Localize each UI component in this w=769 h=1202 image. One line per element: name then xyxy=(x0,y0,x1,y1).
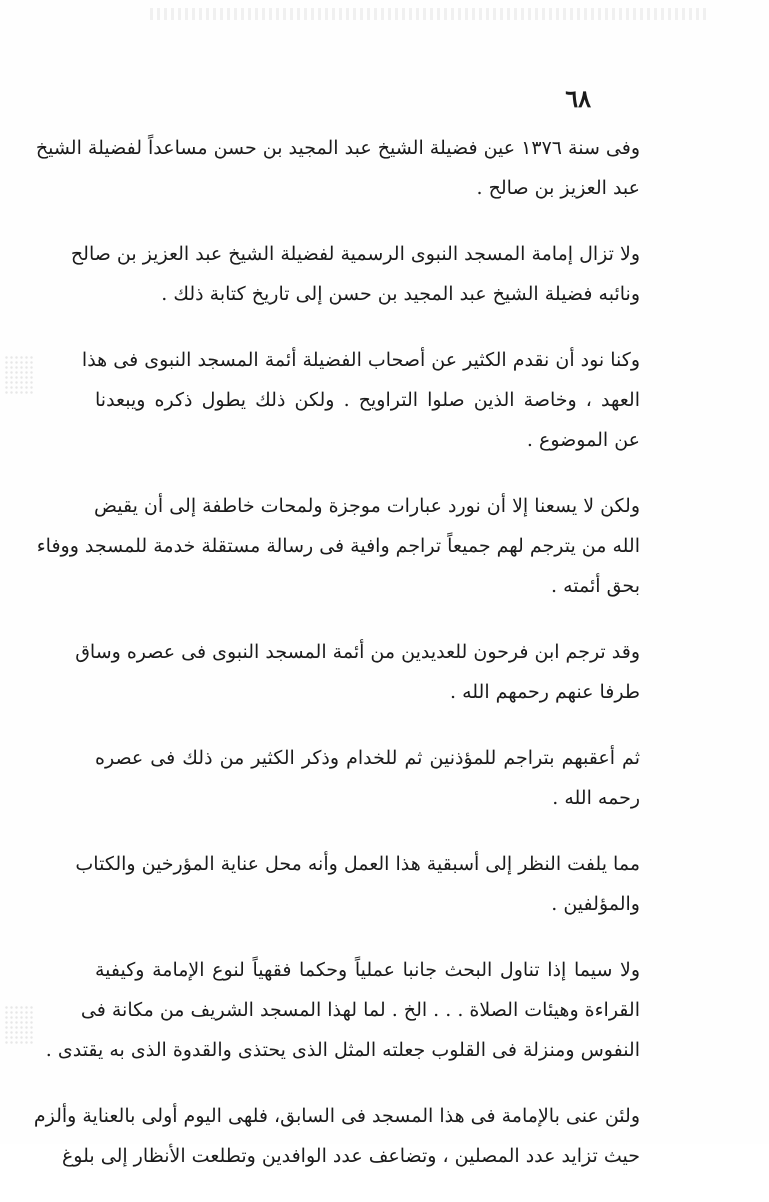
page-number: ٦٨ xyxy=(565,84,591,113)
paragraph xyxy=(35,128,640,208)
paragraph xyxy=(36,486,640,606)
text-line: حيث تزايد عدد المصلين ، وتضاعف عدد الوافدين وتطلعت الأنظار إلى بلوغ xyxy=(61,1145,640,1167)
text-line: وكنا نود أن نقدم الكثير عن أصحاب الفضيلة أئمة المسجد النبوى فى هذا xyxy=(81,349,640,371)
text-line: بحق أئمته . xyxy=(551,575,640,597)
paragraph xyxy=(95,738,640,818)
paragraph xyxy=(70,234,640,314)
scan-speck xyxy=(4,1005,34,1045)
paragraph xyxy=(33,1096,640,1176)
paragraph xyxy=(45,950,640,1070)
text-line: ولكن لا يسعنا إلا أن نورد عبارات موجزة ولمحات خاطفة إلى أن يقيض xyxy=(93,495,640,517)
text-line: القراءة وهيئات الصلاة . . . الخ . لما لهذا المسجد الشريف من مكانة فى xyxy=(80,999,640,1021)
scan-edge-mark xyxy=(150,8,710,20)
paragraph xyxy=(75,632,640,712)
text-line: ثم أعقبهم بتراجم للمؤذنين ثم للخدام وذكر الكثير من ذلك فى عصره xyxy=(95,747,640,769)
text-line: النفوس ومنزلة فى القلوب جعلته المثل الذى يحتذى والقدوة الذى به يقتدى . xyxy=(45,1039,640,1061)
text-line: عن الموضوع . xyxy=(526,429,640,451)
text-line: طرفا عنهم رحمهم الله . xyxy=(450,681,640,703)
text-line: مما يلفت النظر إلى أسبقية هذا العمل وأنه محل عناية المؤرخين والكتاب xyxy=(75,853,640,875)
paragraph xyxy=(75,844,640,924)
text-line: والمؤلفين . xyxy=(551,893,640,915)
text-line: العهد ، وخاصة الذين صلوا التراويح . ولكن ذلك يطول ذكره ويبعدنا xyxy=(95,389,640,411)
text-line: ولئن عنى بالإمامة فى هذا المسجد فى السابق، فلهى اليوم أولى بالعناية وألزم xyxy=(33,1105,640,1127)
text-line: عبد العزيز بن صالح . xyxy=(476,177,640,199)
text-line: وقد ترجم ابن فرحون للعديدين من أئمة المسجد النبوى فى عصره وساق xyxy=(75,641,640,663)
body-text xyxy=(33,128,640,1202)
text-line: وفى سنة ١٣٧٦ عين فضيلة الشيخ عبد المجيد بن حسن مساعداً لفضيلة الشيخ xyxy=(35,137,640,159)
text-line: ونائبه فضيلة الشيخ عبد المجيد بن حسن إلى تاريخ كتابة ذلك . xyxy=(161,283,640,305)
text-line: ولا تزال إمامة المسجد النبوى الرسمية لفضيلة الشيخ عبد العزيز بن صالح xyxy=(70,243,640,265)
text-line: الله من يترجم لهم جميعاً تراجم وافية فى رسالة مستقلة خدمة للمسجد ووفاء xyxy=(36,535,640,557)
text-line: ولا سيما إذا تناول البحث جانبا عملياً وحكما فقهياً لنوع الإمامة وكيفية xyxy=(95,959,640,981)
text-line: رحمه الله . xyxy=(552,787,640,809)
paragraph xyxy=(81,340,640,460)
scan-speck xyxy=(4,355,34,395)
